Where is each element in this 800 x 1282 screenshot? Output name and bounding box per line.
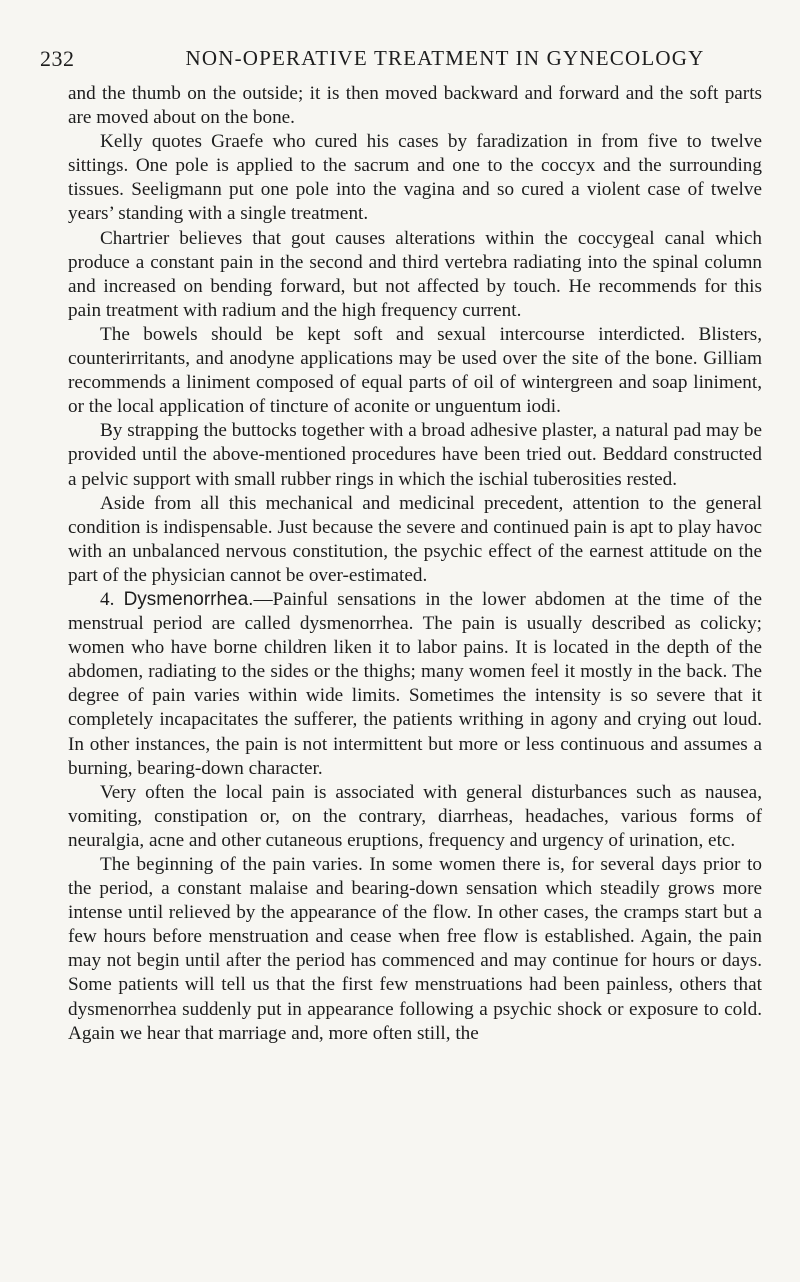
section-number: 4. — [100, 588, 115, 610]
paragraph-2: Kelly quotes Graefe who cured his cases by faradization in from five to twelve sittings. One pole is applied to the sacrum and one to the coccyx and the surrounding tissues. Seeligmann put one pole into the vagina and so cured a violent case of twelve years’ standing with a single treatment. — [68, 131, 762, 225]
paragraph-3: Chartrier believes that gout causes alterations within the coccygeal canal which produce a constant pain in the second and third vertebra radiating into the spinal column and increased on bending forward, but not affected by touch. He recommends for this pain treatment with radium and the high frequency current. — [68, 227, 762, 321]
paragraph-1: and the thumb on the outside; it is then moved backward and forward and the soft parts are moved about on the bone. — [68, 83, 762, 129]
page-header — [40, 46, 760, 76]
section-paragraph — [68, 588, 762, 781]
paragraph-8: The beginning of the pain varies. In some women there is, for several days prior to the period, a constant malaise and bearing-down sensation which steadily grows more intense until relieved by the appearance of the flow. In other cases, the cramps start but a few hours before menstruation and cease when free flow is established. Again, the pain may not begin until after the period has commenced and may continue for hours or days. Some patients will tell us that the first few menstruations had been painless, others that dysmenorrhea suddenly put in appearance following a psychic shock or exposure to cold. Again we hear that marriage and, more often still, the — [68, 854, 762, 1044]
section-heading: Dysmenorrhea. — [123, 588, 254, 610]
paragraph-5: By strapping the buttocks together with a broad adhesive plaster, a natural pad may be provided until the above-mentioned procedures have been tried out. Beddard constructed a pelvic support with small rubber rings in which the ischial tuberosities rested. — [68, 420, 762, 490]
paragraph-6: Aside from all this mechanical and medicinal precedent, attention to the general condition is indispensable. Just because the severe and continued pain is apt to play havoc with an unbalanced nervous constitution, the psychic effect of the earnest attitude on the part of the physician cannot be over-estimated. — [68, 492, 762, 586]
section-first-paragraph: —Painful sensations in the lower abdomen at the time of the menstrual period are called dysmenorrhea. The pain is usually described as colicky; women who have borne children liken it to labor pains. It is located in the depth of the abdomen, radiating to the sides or the thighs; many women feel it mostly in the back. The degree of pain varies within wide limits. Sometimes the intensity is so severe that it completely incapacitates the sufferer, the patients writhing in agony and crying out loud. In other instances, the pain is not intermittent but more or less continuous and assumes a burning, bearing-down character. — [68, 588, 762, 779]
paragraph-7: Very often the local pain is associated with general disturbances such as nausea, vomiting, constipation or, on the contrary, diarrheas, headaches, various forms of neuralgia, acne and other cutaneous eruptions, frequency and urgency of urination, etc. — [68, 781, 762, 851]
running-head: NON-OPERATIVE TREATMENT IN GYNECOLOGY — [185, 46, 705, 70]
paragraph-4: The bowels should be kept soft and sexual intercourse interdicted. Blisters, counterirritants, and anodyne applications may be used over the site of the bone. Gilliam recommends a liniment composed of equal parts of oil of wintergreen and soap liniment, or the local application of tincture of aconite or unguentum iodi. — [68, 323, 762, 418]
body-text — [68, 82, 762, 1046]
page-number: 232 — [40, 46, 75, 71]
